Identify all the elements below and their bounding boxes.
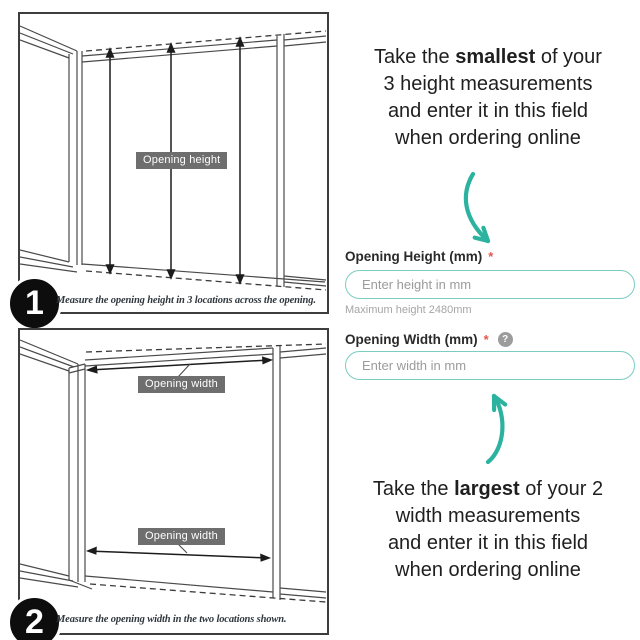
opening-width-input[interactable]: [345, 351, 635, 380]
max-height-helper: Maximum height 2480mm: [345, 304, 472, 316]
required-asterisk: *: [483, 331, 489, 347]
help-icon[interactable]: ?: [498, 332, 513, 347]
step-1-badge: [7, 276, 62, 331]
height-instruction-text: Take the smallest of your 3 height measurements and enter it in this field when ordering online: [374, 46, 602, 149]
opening-width-label-text: Opening Width (mm): [345, 332, 478, 347]
width-diagram-caption: Measure the opening width in the two locations shown.: [56, 614, 287, 625]
required-asterisk: *: [488, 248, 494, 264]
curved-arrow-down-icon: [458, 170, 502, 250]
opening-width-label-top: Opening width: [138, 376, 225, 393]
opening-height-label-text: Opening Height (mm): [345, 249, 483, 264]
opening-width-field-label: [345, 332, 513, 347]
curved-arrow-up-icon: [478, 390, 520, 468]
opening-height-label: Opening height: [136, 152, 227, 169]
height-diagram-caption: Measure the opening height in 3 locations across the opening.: [56, 295, 316, 306]
opening-width-label-bottom: Opening width: [138, 528, 225, 545]
step-1-number: 1: [25, 284, 44, 322]
step-2-number: 2: [25, 603, 44, 640]
diagram-opening-width: [18, 328, 329, 640]
opening-height-field-label: [345, 249, 493, 264]
opening-height-input[interactable]: [345, 270, 635, 299]
diagram-opening-height: [18, 12, 329, 322]
width-instruction-text: Take the largest of your 2 width measurements and enter it in this field when ordering online: [372, 478, 604, 581]
